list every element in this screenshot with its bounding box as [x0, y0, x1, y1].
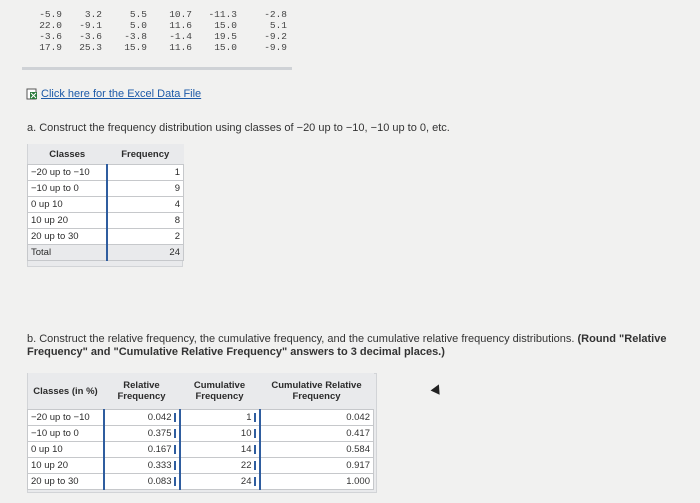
cumulative-frequency-header: Cumulative Frequency: [180, 373, 260, 410]
table-row: [28, 474, 374, 490]
table-row: [28, 181, 184, 197]
table-row: [28, 426, 374, 442]
data-cell: -1.4: [169, 31, 192, 42]
cumulative-frequency-input[interactable]: 24: [180, 474, 260, 490]
data-cell: 15.0: [214, 20, 237, 31]
data-cell: 22.0: [39, 20, 62, 31]
cumulative-relative-frequency-input[interactable]: 0.042: [260, 410, 374, 426]
class-cell: 10 up 20: [28, 458, 104, 474]
frequency-input[interactable]: 8: [107, 213, 184, 229]
class-cell: −20 up to −10: [28, 410, 104, 426]
data-cell: 11.6: [169, 20, 192, 31]
class-cell: 0 up 10: [28, 197, 108, 213]
data-cell: -2.8: [264, 9, 287, 20]
class-cell: 20 up to 30: [28, 474, 104, 490]
data-cell: 5.0: [129, 20, 147, 31]
data-grid: [22, 10, 292, 72]
cumulative-relative-frequency-input[interactable]: 0.917: [260, 458, 374, 474]
data-cell: -3.6: [39, 31, 62, 42]
data-cell: 19.5: [214, 31, 237, 42]
class-cell: −20 up to −10: [28, 165, 108, 181]
excel-link-label[interactable]: Click here for the Excel Data File: [41, 88, 202, 100]
relative-frequency-input[interactable]: 0.333: [104, 458, 180, 474]
data-cell: -9.1: [79, 20, 102, 31]
part-b-prompt-text: b. Construct the relative frequency, the cumulative frequency, and the cumulative relative frequency distributions.: [27, 333, 575, 345]
data-cell: 11.6: [169, 42, 192, 53]
class-cell: 20 up to 30: [28, 229, 108, 245]
excel-data-link[interactable]: [26, 88, 201, 100]
cumulative-frequency-input[interactable]: 1: [180, 410, 260, 426]
relative-frequency-input[interactable]: 0.375: [104, 426, 180, 442]
frequency-table: [27, 144, 184, 261]
part-a-prompt: a. Construct the frequency distribution using classes of −20 up to −10, −10 up to 0, etc.: [27, 122, 450, 134]
part-b-prompt: [27, 333, 687, 359]
table-row: [28, 213, 184, 229]
relative-frequency-header: Relative Frequency: [104, 373, 180, 410]
cumulative-relative-frequency-input[interactable]: 0.417: [260, 426, 374, 442]
relative-frequency-input[interactable]: 0.167: [104, 442, 180, 458]
data-cell: 3.2: [84, 9, 102, 20]
total-value: 24: [107, 245, 184, 261]
total-label: Total: [28, 245, 108, 261]
cumulative-relative-frequency-input[interactable]: 1.000: [260, 474, 374, 490]
frequency-input[interactable]: 4: [107, 197, 184, 213]
table-row: [28, 458, 374, 474]
cumulative-relative-frequency-input[interactable]: 0.584: [260, 442, 374, 458]
data-cell: 15.9: [124, 42, 147, 53]
cumulative-relative-frequency-header: Cumulative Relative Frequency: [260, 373, 374, 410]
table-row: [28, 165, 184, 181]
class-cell: 0 up 10: [28, 442, 104, 458]
data-cell: 25.3: [79, 42, 102, 53]
classes-header: Classes: [28, 144, 108, 165]
table-row: [28, 410, 374, 426]
frequency-input[interactable]: 1: [107, 165, 184, 181]
data-cell: 10.7: [169, 9, 192, 20]
cumulative-frequency-input[interactable]: 10: [180, 426, 260, 442]
table-row: [28, 442, 374, 458]
data-cell: -5.9: [39, 9, 62, 20]
part-b-rounding-note: (Round "Relative Frequency" and "Cumulative Relative Frequency" answers to 3 decimal places.): [27, 333, 667, 358]
file-icon: [26, 88, 38, 100]
class-cell: −10 up to 0: [28, 426, 104, 442]
table-row: [28, 229, 184, 245]
grid-divider: [22, 67, 292, 70]
mouse-cursor-icon: [431, 382, 444, 394]
data-cell: -3.8: [124, 31, 147, 42]
total-row: [28, 245, 184, 261]
cumulative-frequency-input[interactable]: 22: [180, 458, 260, 474]
data-cell: 17.9: [39, 42, 62, 53]
class-cell: 10 up 20: [28, 213, 108, 229]
table-row: [28, 197, 184, 213]
data-cell: 5.5: [129, 9, 147, 20]
data-cell: -11.3: [208, 9, 237, 20]
distribution-table: [27, 373, 374, 490]
data-cell: 5.1: [269, 20, 287, 31]
data-cell: -9.9: [264, 42, 287, 53]
classes-header: Classes (in %): [28, 373, 104, 410]
frequency-input[interactable]: 2: [107, 229, 184, 245]
frequency-input[interactable]: 9: [107, 181, 184, 197]
cumulative-frequency-input[interactable]: 14: [180, 442, 260, 458]
data-cell: 15.0: [214, 42, 237, 53]
relative-frequency-input[interactable]: 0.083: [104, 474, 180, 490]
frequency-header: Frequency: [107, 144, 184, 165]
data-cell: -9.2: [264, 31, 287, 42]
data-cell: -3.6: [79, 31, 102, 42]
class-cell: −10 up to 0: [28, 181, 108, 197]
relative-frequency-input[interactable]: 0.042: [104, 410, 180, 426]
